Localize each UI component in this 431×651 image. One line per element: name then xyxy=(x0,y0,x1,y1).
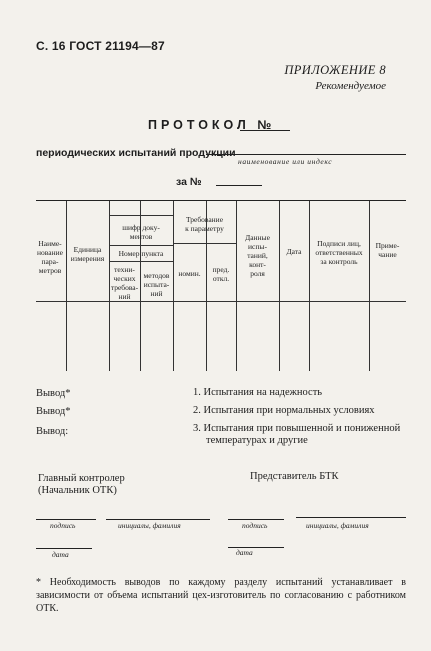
otk-head-title: (Начальник ОТК) xyxy=(38,485,117,496)
product-name-caption: наименование или индекс xyxy=(238,157,333,166)
period-number-field[interactable] xyxy=(216,185,262,186)
col-tech-requirements: техни- ческих требова- ний xyxy=(110,265,139,301)
test-type-item: 3. Испытания при повышенной и пониженной xyxy=(193,423,401,434)
col-unit: Единица измерения xyxy=(70,245,105,263)
protocol-table xyxy=(36,200,406,371)
conclusion-label: Вывод: xyxy=(36,426,69,437)
col-note: Приме- чание xyxy=(375,241,400,259)
test-type-item: 2. Испытания при нормальных условиях xyxy=(193,405,375,416)
product-name-field[interactable] xyxy=(206,154,406,155)
left-date-field[interactable] xyxy=(36,548,92,549)
col-doc-code: шифр доку- ментов xyxy=(122,223,160,241)
col-parameter-name: Наиме- нование пара- метров xyxy=(37,239,63,275)
left-signature-field[interactable] xyxy=(36,519,96,520)
periodic-label: периодических испытаний продукции xyxy=(36,147,236,159)
table-divider xyxy=(109,245,173,246)
col-nominal: номин. xyxy=(178,269,201,278)
table-divider xyxy=(109,261,173,262)
appendix-title: ПРИЛОЖЕНИЕ 8 xyxy=(284,63,386,77)
table-divider xyxy=(279,201,280,371)
conclusion-label: Вывод* xyxy=(36,406,71,417)
table-divider xyxy=(109,215,173,216)
table-divider xyxy=(173,243,236,244)
col-item-number: Номер пункта xyxy=(118,249,164,258)
appendix-subtitle: Рекомендуемое xyxy=(315,80,386,92)
test-type-item: 1. Испытания на надежность xyxy=(193,387,323,398)
col-parameter-requirement: Требование к параметру xyxy=(185,215,224,233)
table-divider xyxy=(36,301,406,302)
col-test-methods: методов испыта- ний xyxy=(143,271,170,298)
test-type-item-cont: температурах и другие xyxy=(206,435,308,446)
left-initials-caption: инициалы, фамилия xyxy=(118,521,181,530)
right-signature-field[interactable] xyxy=(228,519,284,520)
protocol-number-field[interactable] xyxy=(240,130,290,131)
right-initials-field[interactable] xyxy=(296,517,406,518)
period-number-label: за № xyxy=(176,176,202,188)
right-date-caption: дата xyxy=(236,548,253,557)
page-header: С. 16 ГОСТ 21194—87 xyxy=(36,39,165,53)
footnote: * Необходимость выводов по каждому разделу испытаний устанавливает в зависимости от объема испытаний цех-изготовитель по согласованию с работником ОТК. xyxy=(36,577,406,614)
btk-representative-title: Представитель БТК xyxy=(250,471,339,482)
table-divider xyxy=(66,201,67,371)
right-signature-caption: подпись xyxy=(242,521,268,530)
table-divider xyxy=(369,201,370,371)
left-date-caption: дата xyxy=(52,550,69,559)
col-test-data: Данные испы- таний, конт- роля xyxy=(245,233,270,278)
right-initials-caption: инициалы, фамилия xyxy=(306,521,369,530)
conclusion-label: Вывод* xyxy=(36,388,71,399)
chief-controller-title: Главный контролер xyxy=(38,473,125,484)
col-signatures: Подписи лиц, ответственных за контроль xyxy=(315,239,363,266)
col-date: Дата xyxy=(286,247,302,256)
table-divider xyxy=(236,201,237,371)
left-initials-field[interactable] xyxy=(106,519,210,520)
col-deviation: пред. откл. xyxy=(212,265,230,283)
protocol-title: ПРОТОКОЛ № xyxy=(148,118,276,132)
left-signature-caption: подпись xyxy=(50,521,76,530)
table-divider xyxy=(309,201,310,371)
